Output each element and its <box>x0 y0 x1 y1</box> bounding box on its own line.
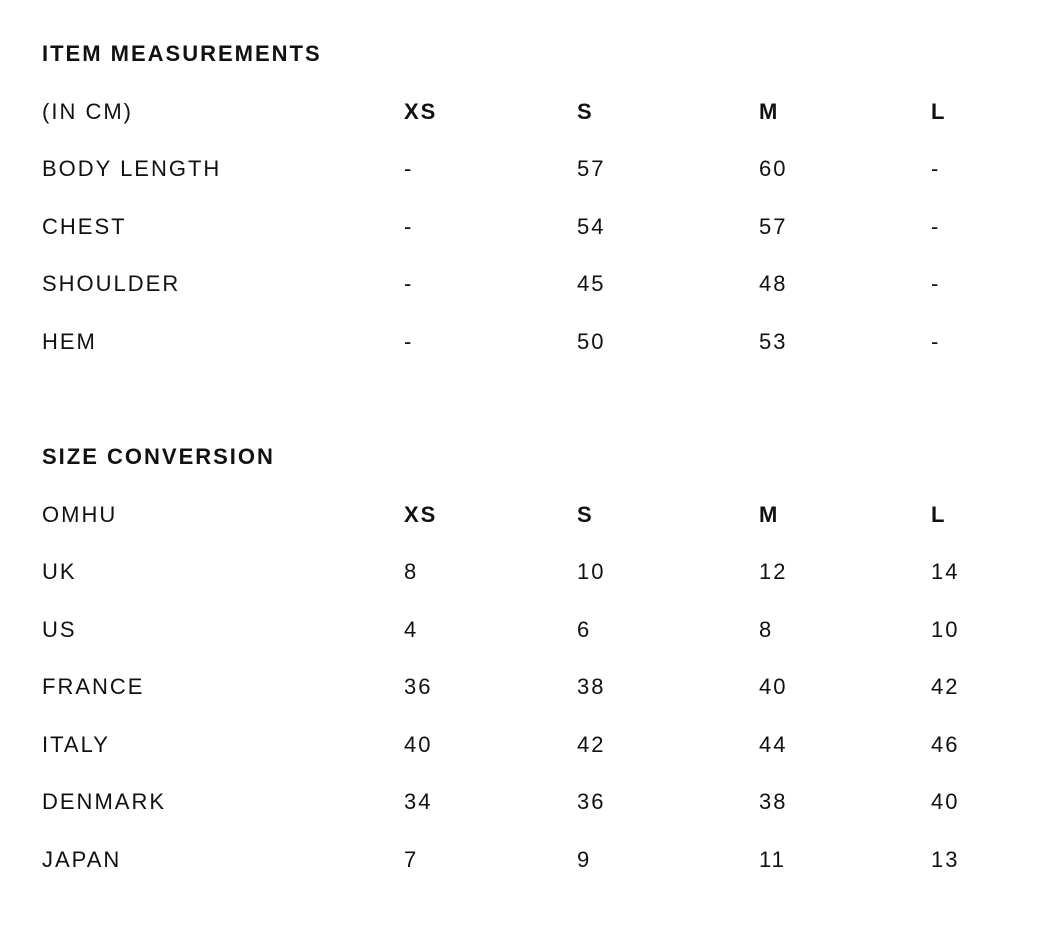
row-label: FRANCE <box>42 674 145 699</box>
value-cell: - <box>404 214 414 239</box>
value-cell: 36 <box>577 789 606 814</box>
value-cell: 8 <box>759 617 774 642</box>
table-row <box>0 672 1055 702</box>
value-cell: 48 <box>759 271 788 296</box>
table-row <box>0 154 1055 184</box>
row-label: ITALY <box>42 732 110 757</box>
table-row <box>0 327 1055 357</box>
value-cell: 40 <box>404 732 433 757</box>
value-cell: 45 <box>577 271 606 296</box>
value-cell: 57 <box>759 214 788 239</box>
size-m-header: M <box>759 502 780 527</box>
size-xs-header: XS <box>404 502 438 527</box>
measurements-title: ITEM MEASUREMENTS <box>42 41 322 66</box>
unit-label: (IN CM) <box>42 99 133 124</box>
value-cell: 34 <box>404 789 433 814</box>
value-cell: 57 <box>577 156 606 181</box>
value-cell: 42 <box>577 732 606 757</box>
value-cell: 42 <box>931 674 960 699</box>
row-label: CHEST <box>42 214 127 239</box>
conversion-header-row <box>0 500 1055 530</box>
row-label: BODY LENGTH <box>42 156 222 181</box>
value-cell: 6 <box>577 617 592 642</box>
value-cell: - <box>931 271 941 296</box>
value-cell: 12 <box>759 559 788 584</box>
value-cell: 9 <box>577 847 592 872</box>
value-cell: - <box>404 156 414 181</box>
size-s-header: S <box>577 99 594 124</box>
value-cell: 36 <box>404 674 433 699</box>
value-cell: 10 <box>931 617 960 642</box>
measurements-header-row <box>0 97 1055 127</box>
value-cell: 10 <box>577 559 606 584</box>
row-label: JAPAN <box>42 847 122 872</box>
value-cell: 44 <box>759 732 788 757</box>
value-cell: 4 <box>404 617 419 642</box>
value-cell: 14 <box>931 559 960 584</box>
value-cell: - <box>404 271 414 296</box>
row-label: DENMARK <box>42 789 167 814</box>
value-cell: 46 <box>931 732 960 757</box>
row-label: UK <box>42 559 77 584</box>
value-cell: 7 <box>404 847 419 872</box>
conversion-title: SIZE CONVERSION <box>42 444 275 469</box>
value-cell: - <box>931 329 941 354</box>
value-cell: - <box>404 329 414 354</box>
value-cell: 38 <box>577 674 606 699</box>
row-label: HEM <box>42 329 97 354</box>
value-cell: 60 <box>759 156 788 181</box>
size-l-header: L <box>931 99 947 124</box>
value-cell: 53 <box>759 329 788 354</box>
row-label: US <box>42 617 77 642</box>
value-cell: 13 <box>931 847 960 872</box>
table-row <box>0 557 1055 587</box>
size-m-header: M <box>759 99 780 124</box>
table-row <box>0 269 1055 299</box>
value-cell: - <box>931 156 941 181</box>
brand-label: OMHU <box>42 502 118 527</box>
table-row <box>0 787 1055 817</box>
value-cell: 11 <box>759 847 786 872</box>
table-row <box>0 212 1055 242</box>
value-cell: 54 <box>577 214 606 239</box>
row-label: SHOULDER <box>42 271 181 296</box>
value-cell: 38 <box>759 789 788 814</box>
table-row <box>0 615 1055 645</box>
size-s-header: S <box>577 502 594 527</box>
value-cell: 50 <box>577 329 606 354</box>
value-cell: 40 <box>759 674 788 699</box>
table-row <box>0 845 1055 875</box>
size-xs-header: XS <box>404 99 438 124</box>
value-cell: 8 <box>404 559 419 584</box>
table-row <box>0 730 1055 760</box>
size-l-header: L <box>931 502 947 527</box>
value-cell: 40 <box>931 789 960 814</box>
value-cell: - <box>931 214 941 239</box>
